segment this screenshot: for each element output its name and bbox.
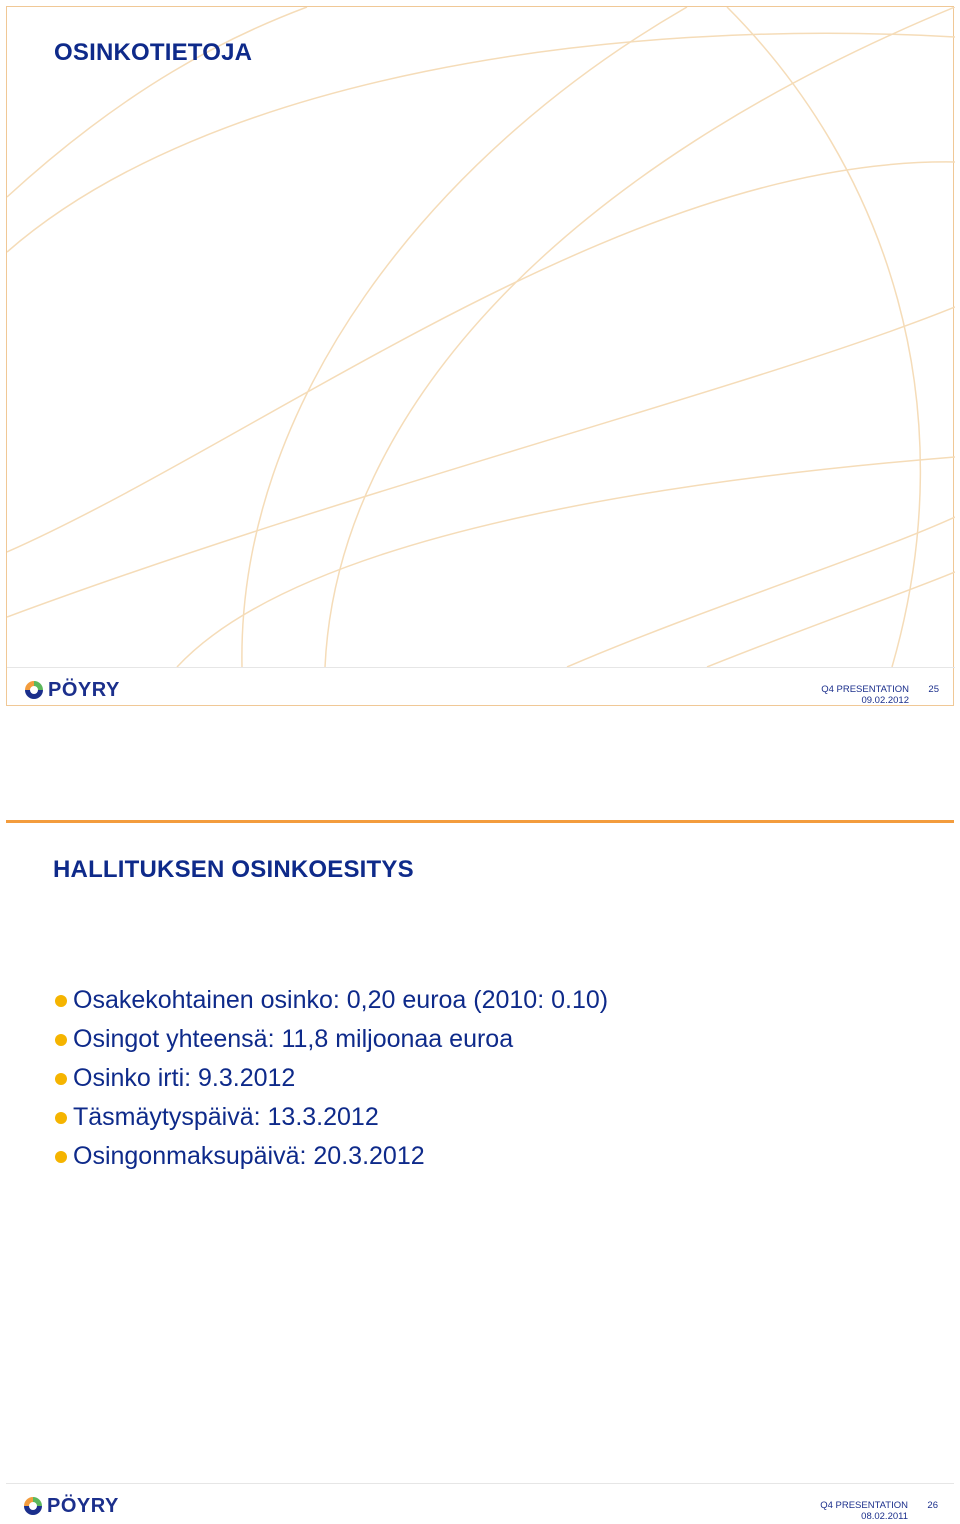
bullet-item xyxy=(53,1098,608,1137)
footer-meta xyxy=(821,684,909,706)
slide-title: HALLITUKSEN OSINKOESITYS xyxy=(53,856,414,883)
bullet-icon xyxy=(55,995,67,1007)
decorative-arcs xyxy=(7,7,955,667)
page-number: 25 xyxy=(928,684,939,695)
footer-meta xyxy=(820,1500,908,1522)
bullet-item xyxy=(53,1020,608,1059)
poyry-logo xyxy=(23,678,120,702)
slide-page-25 xyxy=(6,6,954,706)
bullet-text: Osakekohtainen osinko: 0,20 euroa (2010: 0.10) xyxy=(73,986,609,1014)
poyry-logo-icon xyxy=(23,679,45,701)
presentation-name: Q4 PRESENTATION xyxy=(821,684,909,695)
presentation-name: Q4 PRESENTATION xyxy=(820,1500,908,1511)
bullet-icon xyxy=(55,1112,67,1124)
bullet-icon xyxy=(55,1034,67,1046)
poyry-logo-icon xyxy=(22,1495,44,1517)
presentation-date: 08.02.2011 xyxy=(861,1511,908,1522)
bullet-text: Osinko irti: 9.3.2012 xyxy=(73,1064,296,1092)
brand-name: PÖYRY xyxy=(47,1495,119,1517)
bullet-item xyxy=(53,981,608,1020)
slide-title: OSINKOTIETOJA xyxy=(54,39,253,66)
brand-name: PÖYRY xyxy=(48,679,120,701)
presentation-date: 09.02.2012 xyxy=(861,695,909,706)
bullet-item xyxy=(53,1137,608,1176)
bullet-list xyxy=(53,981,608,1176)
bullet-text: Täsmäytyspäivä: 13.3.2012 xyxy=(73,1103,379,1131)
bullet-icon xyxy=(55,1151,67,1163)
slide-footer xyxy=(6,1483,954,1524)
page-number: 26 xyxy=(927,1500,938,1511)
bullet-text: Osingonmaksupäivä: 20.3.2012 xyxy=(73,1142,425,1170)
bullet-icon xyxy=(55,1073,67,1085)
bullet-text: Osingot yhteensä: 11,8 miljoonaa euroa xyxy=(73,1025,514,1053)
slide-footer xyxy=(7,667,955,708)
slide-page-26 xyxy=(6,820,954,1521)
poyry-logo xyxy=(22,1494,119,1518)
bullet-item xyxy=(53,1059,608,1098)
